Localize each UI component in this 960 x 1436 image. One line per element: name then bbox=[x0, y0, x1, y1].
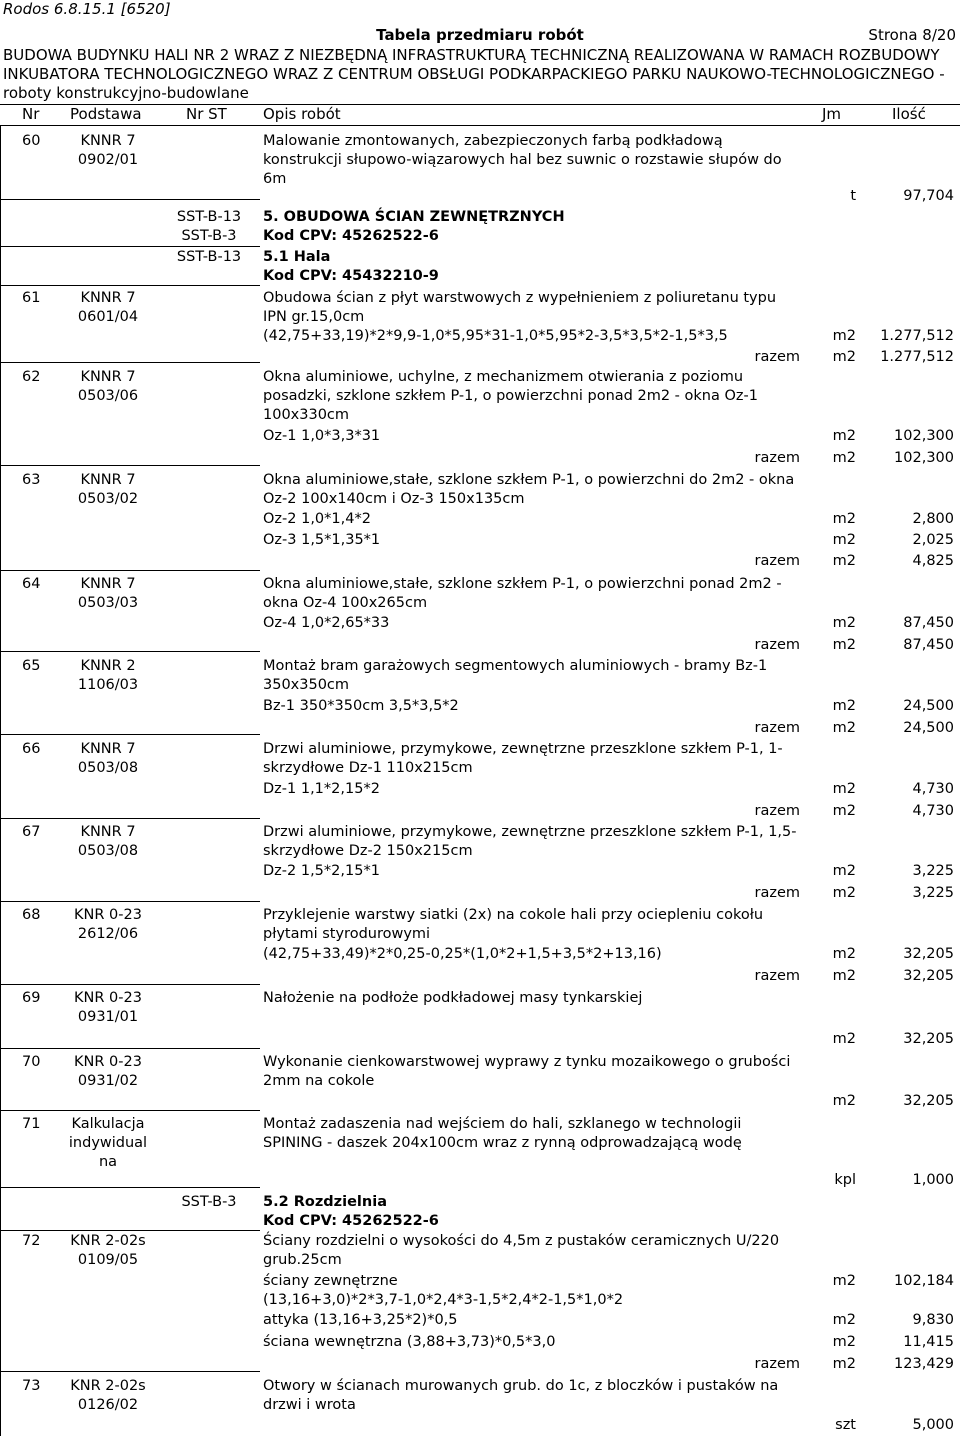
row-nr: 70 bbox=[22, 1054, 41, 1070]
row-calculation: Oz-1 1,0*3,3*31 bbox=[263, 428, 381, 444]
row-description: Ściany rozdzielni o wysokości do 4,5m z pustaków ceramicznych U/220 grub.25cm bbox=[263, 1233, 780, 1268]
row-quantity: 5,000 bbox=[912, 1417, 954, 1433]
row-quantity: 2,025 bbox=[912, 532, 954, 548]
row-podstawa: Kalkulacja indywidual na bbox=[68, 1116, 148, 1170]
row-calculation: Bz-1 350*350cm 3,5*3,5*2 bbox=[263, 698, 459, 714]
row-total-unit: m2 bbox=[832, 720, 856, 736]
project-line: INKUBATORA TECHNOLOGICZNEGO WRAZ Z CENTRUM OBSŁUGI PODKARPACKIEGO PARKU NAUKOWO-TECHNOLOGICZNEGO - bbox=[3, 65, 945, 83]
row-total-value: 1.277,512 bbox=[880, 349, 954, 365]
row-podstawa: KNNR 7 0902/01 bbox=[77, 133, 139, 168]
row-quantity: 102,300 bbox=[894, 428, 954, 444]
row-calculation: Oz-2 1,0*1,4*2 bbox=[263, 511, 371, 527]
row-quantity: 1,000 bbox=[912, 1172, 954, 1188]
row-total-label: razem bbox=[754, 553, 800, 569]
row-podstawa: KNR 0-23 0931/01 bbox=[74, 990, 142, 1025]
section-spec: SST-B-3 bbox=[181, 1194, 237, 1210]
row-separator bbox=[0, 734, 260, 735]
row-total-label: razem bbox=[754, 885, 800, 901]
row-unit: m2 bbox=[832, 1312, 856, 1328]
row-quantity: 2,800 bbox=[912, 511, 954, 527]
row-total-label: razem bbox=[754, 1356, 800, 1372]
section-spec: SST-B-13 SST-B-3 bbox=[176, 209, 242, 244]
row-description: Okna aluminiowe,stałe, szklone szkłem P-1, o powierzchni do 2m2 - okna Oz-2 100x140cm i Oz-3 150x135cm bbox=[263, 472, 795, 507]
row-separator bbox=[0, 570, 260, 571]
header-bottom-rule bbox=[0, 125, 960, 126]
row-nr: 72 bbox=[22, 1233, 41, 1249]
row-separator bbox=[0, 199, 260, 200]
row-nr: 65 bbox=[22, 658, 41, 674]
row-calculation: attyka (13,16+3,25*2)*0,5 bbox=[263, 1312, 458, 1328]
row-quantity: 3,225 bbox=[912, 863, 954, 879]
row-podstawa: KNNR 7 0503/02 bbox=[77, 472, 139, 507]
row-description: Przyklejenie warstwy siatki (2x) na cokole hali przy ociepleniu cokołu płytami styrodurowymi bbox=[263, 907, 764, 942]
row-description: Okna aluminiowe,stałe, szklone szkłem P-1, o powierzchni ponad 2m2 - okna Oz-4 100x265cm bbox=[263, 576, 782, 611]
row-quantity: 87,450 bbox=[903, 615, 954, 631]
row-unit: t bbox=[850, 188, 856, 204]
row-separator bbox=[0, 285, 260, 286]
row-separator bbox=[0, 1230, 260, 1231]
row-total-value: 123,429 bbox=[894, 1356, 954, 1372]
row-separator bbox=[0, 901, 260, 902]
row-total-value: 4,825 bbox=[912, 553, 954, 569]
row-description: Okna aluminiowe, uchylne, z mechanizmem otwierania z poziomu posadzki, szklone szkłem P-1, o powierzchni ponad 2m2 - okna Oz-1 100x330cm bbox=[263, 369, 758, 423]
row-total-label: razem bbox=[754, 803, 800, 819]
row-total-unit: m2 bbox=[832, 553, 856, 569]
section-spec: SST-B-13 bbox=[176, 249, 242, 265]
row-description: Nałożenie na podłoże podkładowej masy tynkarskiej bbox=[263, 990, 643, 1006]
header-top-rule bbox=[0, 104, 960, 105]
row-nr: 62 bbox=[22, 369, 41, 385]
row-total-unit: m2 bbox=[832, 349, 856, 365]
row-podstawa: KNNR 2 1106/03 bbox=[77, 658, 139, 693]
row-separator bbox=[0, 1048, 260, 1049]
row-quantity: 97,704 bbox=[903, 188, 954, 204]
row-podstawa: KNNR 7 0503/03 bbox=[77, 576, 139, 611]
row-calculation: ściany zewnętrzne (13,16+3,0)*2*3,7-1,0*2,4*3-1,5*2,4*2-1,5*1,0*2 bbox=[263, 1273, 624, 1308]
row-unit: m2 bbox=[832, 1273, 856, 1289]
row-total-label: razem bbox=[754, 637, 800, 653]
row-unit: m2 bbox=[832, 698, 856, 714]
row-podstawa: KNNR 7 0503/08 bbox=[77, 741, 139, 776]
row-quantity: 24,500 bbox=[903, 698, 954, 714]
row-nr: 69 bbox=[22, 990, 41, 1006]
project-line: roboty konstrukcyjno-budowlane bbox=[3, 84, 249, 102]
row-separator bbox=[0, 1371, 260, 1372]
row-podstawa: KNR 2-02s 0109/05 bbox=[70, 1233, 146, 1268]
row-unit: m2 bbox=[832, 328, 856, 344]
row-total-value: 4,730 bbox=[912, 803, 954, 819]
row-total-value: 102,300 bbox=[894, 450, 954, 466]
row-calculation: Dz-1 1,1*2,15*2 bbox=[263, 781, 380, 797]
col-header-nr: Nr bbox=[22, 105, 40, 123]
row-separator bbox=[0, 362, 260, 363]
row-unit: m2 bbox=[832, 1334, 856, 1350]
row-separator bbox=[0, 1187, 260, 1188]
row-description: Obudowa ścian z płyt warstwowych z wypełnieniem z poliuretanu typu IPN gr.15,0cm bbox=[263, 290, 777, 325]
row-separator bbox=[0, 1110, 260, 1111]
row-nr: 67 bbox=[22, 824, 41, 840]
row-nr: 68 bbox=[22, 907, 41, 923]
row-unit: szt bbox=[835, 1417, 856, 1433]
row-unit: m2 bbox=[832, 615, 856, 631]
row-total-value: 3,225 bbox=[912, 885, 954, 901]
row-description: Malowanie zmontowanych, zabezpieczonych farbą podkładową konstrukcji słupowo-wiązarowych hal bez suwnic o rozstawie słupów do 6m bbox=[263, 133, 782, 187]
row-total-value: 32,205 bbox=[903, 968, 954, 984]
row-total-unit: m2 bbox=[832, 450, 856, 466]
row-quantity: 102,184 bbox=[894, 1273, 954, 1289]
col-header-podstawa: Podstawa bbox=[70, 105, 142, 123]
section-heading: 5. OBUDOWA ŚCIAN ZEWNĘTRZNYCH Kod CPV: 45262522-6 bbox=[263, 209, 565, 244]
row-total-unit: m2 bbox=[832, 885, 856, 901]
row-total-label: razem bbox=[754, 450, 800, 466]
row-total-unit: m2 bbox=[832, 803, 856, 819]
row-nr: 66 bbox=[22, 741, 41, 757]
row-calculation: Oz-3 1,5*1,35*1 bbox=[263, 532, 381, 548]
row-separator bbox=[0, 246, 260, 247]
row-description: Otwory w ścianach murowanych grub. do 1c, z bloczków i pustaków na drzwi i wrota bbox=[263, 1378, 779, 1413]
row-description: Drzwi aluminiowe, przymykowe, zewnętrzne przeszklone szkłem P-1, 1-skrzydłowe Dz-1 110x215cm bbox=[263, 741, 783, 776]
section-heading: 5.2 Rozdzielnia Kod CPV: 45262522-6 bbox=[263, 1194, 439, 1229]
row-total-unit: m2 bbox=[832, 637, 856, 653]
row-podstawa: KNR 2-02s 0126/02 bbox=[70, 1378, 146, 1413]
col-header-ilosc: Ilość bbox=[892, 105, 926, 123]
row-description: Montaż bram garażowych segmentowych aluminiowych - bramy Bz-1 350x350cm bbox=[263, 658, 768, 693]
row-podstawa: KNNR 7 0503/06 bbox=[77, 369, 139, 404]
row-quantity: 1.277,512 bbox=[880, 328, 954, 344]
row-total-label: razem bbox=[754, 720, 800, 736]
row-total-value: 87,450 bbox=[903, 637, 954, 653]
row-unit: m2 bbox=[832, 532, 856, 548]
project-name bbox=[3, 46, 958, 103]
row-quantity: 4,730 bbox=[912, 781, 954, 797]
col-header-jm: Jm bbox=[822, 105, 842, 123]
row-unit: m2 bbox=[832, 511, 856, 527]
row-description: Wykonanie cienkowarstwowej wyprawy z tynku mozaikowego o grubości 2mm na cokole bbox=[263, 1054, 791, 1089]
document-title: Tabela przedmiaru robót bbox=[376, 26, 584, 44]
row-quantity: 32,205 bbox=[903, 1031, 954, 1047]
row-nr: 64 bbox=[22, 576, 41, 592]
row-quantity: 9,830 bbox=[912, 1312, 954, 1328]
row-unit: m2 bbox=[832, 863, 856, 879]
table-left-border bbox=[0, 126, 1, 1436]
project-line: BUDOWA BUDYNKU HALI NR 2 WRAZ Z NIEZBĘDNĄ INFRASTRUKTURĄ TECHNICZNĄ REALIZOWANA W RAMACH ROZBUDOWY bbox=[3, 46, 940, 64]
row-total-unit: m2 bbox=[832, 968, 856, 984]
row-separator bbox=[0, 651, 260, 652]
row-calculation: ściana wewnętrzna (3,88+3,73)*0,5*3,0 bbox=[263, 1334, 556, 1350]
row-unit: m2 bbox=[832, 1031, 856, 1047]
row-total-label: razem bbox=[754, 968, 800, 984]
row-total-value: 24,500 bbox=[903, 720, 954, 736]
row-nr: 61 bbox=[22, 290, 41, 306]
section-heading: 5.1 Hala Kod CPV: 45432210-9 bbox=[263, 249, 439, 284]
row-podstawa: KNR 0-23 2612/06 bbox=[74, 907, 142, 942]
row-unit: m2 bbox=[832, 428, 856, 444]
col-header-nrst: Nr ST bbox=[186, 105, 227, 123]
row-podstawa: KNNR 7 0503/08 bbox=[77, 824, 139, 859]
row-calculation: (42,75+33,49)*2*0,25-0,25*(1,0*2+1,5+3,5*2+13,16) bbox=[263, 946, 662, 962]
row-description: Drzwi aluminiowe, przymykowe, zewnętrzne przeszklone szkłem P-1, 1,5-skrzydłowe Dz-2 150x215cm bbox=[263, 824, 797, 859]
row-separator bbox=[0, 818, 260, 819]
row-calculation: (42,75+33,19)*2*9,9-1,0*5,95*31-1,0*5,95*2-3,5*3,5*2-1,5*3,5 bbox=[263, 328, 728, 344]
row-unit: kpl bbox=[834, 1172, 856, 1188]
row-unit: m2 bbox=[832, 946, 856, 962]
row-podstawa: KNNR 7 0601/04 bbox=[77, 290, 139, 325]
row-total-unit: m2 bbox=[832, 1356, 856, 1372]
row-nr: 71 bbox=[22, 1116, 41, 1132]
row-separator bbox=[0, 984, 260, 985]
row-separator bbox=[0, 465, 260, 466]
row-unit: m2 bbox=[832, 781, 856, 797]
row-description: Montaż zadaszenia nad wejściem do hali, szklanego w technologii SPINING - daszek 204x100cm wraz z rynną odprowadzającą wodę bbox=[263, 1116, 742, 1151]
row-quantity: 11,415 bbox=[903, 1334, 954, 1350]
row-quantity: 32,205 bbox=[903, 946, 954, 962]
row-total-label: razem bbox=[754, 349, 800, 365]
row-nr: 73 bbox=[22, 1378, 41, 1394]
col-header-opis: Opis robót bbox=[263, 105, 341, 123]
program-version: Rodos 6.8.15.1 [6520] bbox=[3, 0, 171, 18]
row-calculation: Dz-2 1,5*2,15*1 bbox=[263, 863, 380, 879]
row-podstawa: KNR 0-23 0931/02 bbox=[74, 1054, 142, 1089]
row-unit: m2 bbox=[832, 1093, 856, 1109]
row-nr: 60 bbox=[22, 133, 41, 149]
page-number: Strona 8/20 bbox=[868, 26, 956, 44]
row-nr: 63 bbox=[22, 472, 41, 488]
row-quantity: 32,205 bbox=[903, 1093, 954, 1109]
row-calculation: Oz-4 1,0*2,65*33 bbox=[263, 615, 390, 631]
